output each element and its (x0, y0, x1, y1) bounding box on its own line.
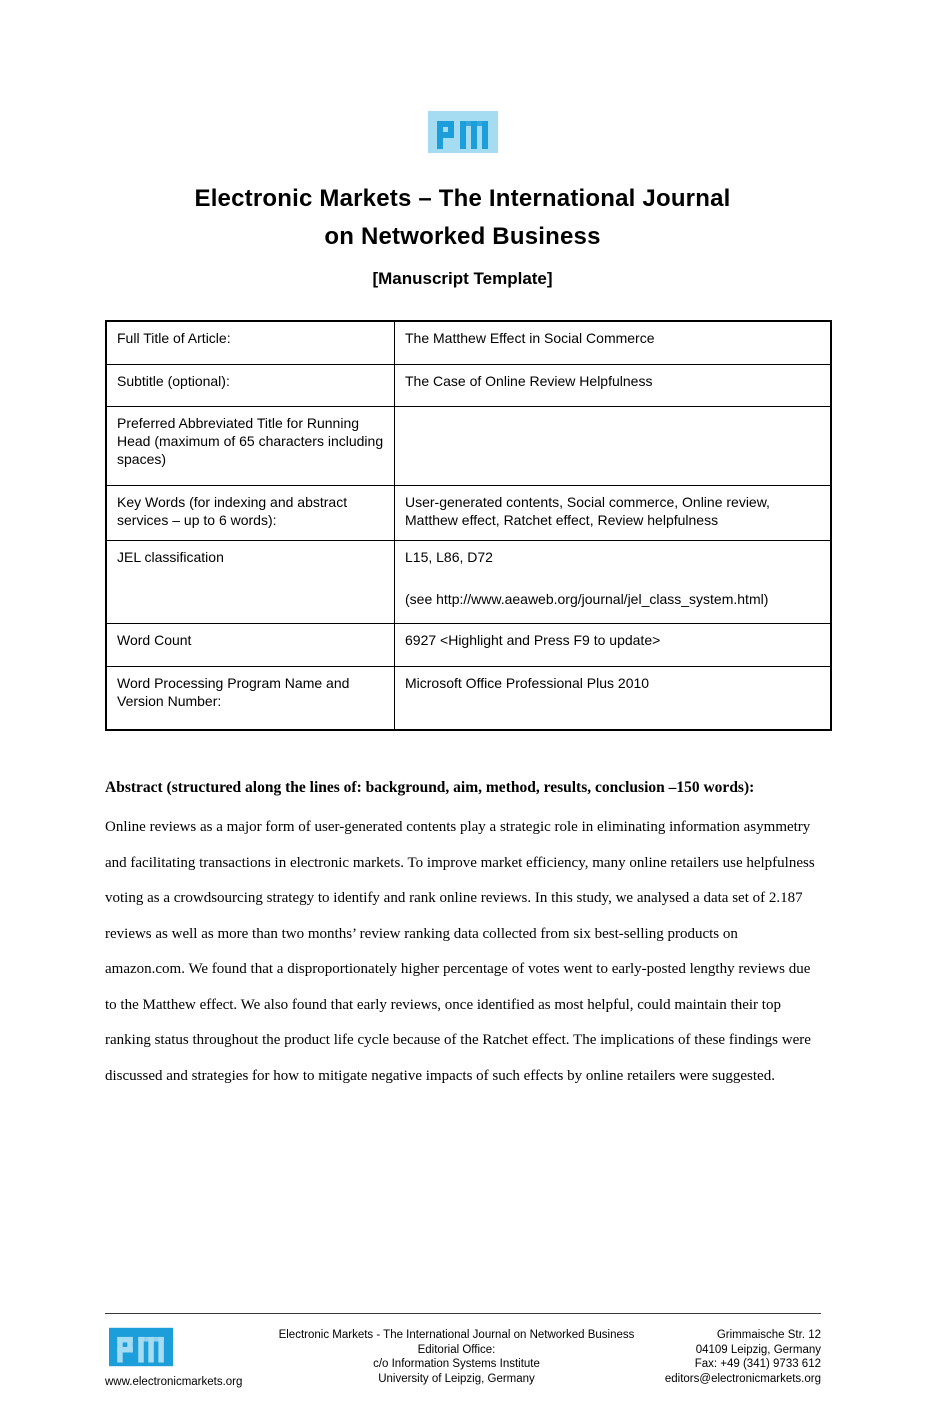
table-row-jel (106, 541, 831, 624)
footer-website: www.electronicmarkets.org (105, 1376, 243, 1388)
field-label: Full Title of Article: (106, 321, 395, 365)
footer-address-block (636, 1325, 821, 1390)
footer-editorial-office: Editorial Office: (417, 1343, 496, 1356)
page-footer (105, 1313, 821, 1390)
field-value (395, 624, 832, 667)
table-row-running-head (106, 407, 831, 486)
field-value (395, 541, 832, 624)
field-label: Word Count (106, 624, 395, 667)
footer-journal-name: Electronic Markets - The International Journal on Networked Business (278, 1329, 635, 1341)
table-row-full-title (106, 321, 831, 365)
field-value-text: Microsoft Office Professional Plus 2010 (405, 675, 650, 691)
journal-title-line1: Electronic Markets – The International Journal (194, 185, 731, 212)
footer-left-block (105, 1325, 277, 1390)
footer-editorial-block (277, 1325, 636, 1390)
field-label: Key Words (for indexing and abstract services – up to 6 words): (106, 486, 395, 541)
jel-url-note: (see http://www.aeaweb.org/journal/jel_class_system.html) (405, 591, 769, 607)
document-page (0, 111, 925, 1388)
table-row-word-processor (106, 667, 831, 731)
field-value (395, 407, 832, 486)
field-value (395, 486, 832, 541)
table-row-keywords (106, 486, 831, 541)
footer-fax: Fax: +49 (341) 9733 612 (694, 1358, 821, 1370)
table-row-word-count (106, 624, 831, 667)
footer-city: 04109 Leipzig, Germany (695, 1343, 821, 1356)
table-row-subtitle (106, 365, 831, 407)
journal-title-line2: on Networked Business (324, 223, 601, 250)
manuscript-info-table (105, 320, 832, 731)
em-logo-footer-icon (109, 1325, 173, 1369)
footer-email: editors@electronicmarkets.org (664, 1372, 821, 1385)
field-value (395, 365, 832, 407)
footer-university: University of Leipzig, Germany (378, 1372, 535, 1385)
footer-institute: c/o Information Systems Institute (373, 1358, 540, 1370)
field-label: Subtitle (optional): (106, 365, 395, 407)
field-value-text: The Case of Online Review Helpfulness (405, 373, 653, 389)
field-value-text: 6927 <Highlight and Press F9 to update> (405, 632, 661, 648)
journal-title (0, 180, 925, 256)
field-value (395, 667, 832, 731)
field-value-text: User-generated contents, Social commerce, Online review, Matthew effect, Ratchet effect, Review helpfulness (405, 494, 770, 528)
em-logo-icon (428, 111, 498, 153)
field-value-text: The Matthew Effect in Social Commerce (405, 330, 655, 346)
abstract-heading: Abstract (structured along the lines of: background, aim, method, results, conclusion –150 words): (105, 779, 755, 796)
field-value-text: L15, L86, D72 (405, 549, 493, 565)
field-label: Preferred Abbreviated Title for Running Head (maximum of 65 characters including spaces) (106, 407, 395, 486)
abstract-section (105, 775, 817, 1094)
field-label: JEL classification (106, 541, 395, 624)
abstract-body: Online reviews as a major form of user-generated contents play a strategic role in eliminating information asymmetry and facilitating transactions in electronic markets. To improve market efficiency, many online retailers use helpfulness voting as a crowdsourcing strategy to identify and rank online reviews. In this study, we analysed a data set of 2.187 reviews as well as more than two months’ review ranking data collected from six best-selling products on amazon.com. We found that a disproportionately higher percentage of votes went to early-posted lengthy reviews due to the Matthew effect. We also found that early reviews, once identified as most helpful, could maintain their top ranking status throughout the product life cycle because of the Ratchet effect. The implications of these findings were discussed and strategies for how to mitigate negative impacts of such effects by online retailers were suggested. (105, 819, 815, 1084)
field-value (395, 321, 832, 365)
field-label: Word Processing Program Name and Version Number: (106, 667, 395, 731)
footer-street: Grimmaische Str. 12 (716, 1329, 821, 1341)
manuscript-template-label: [Manuscript Template] (372, 269, 553, 288)
